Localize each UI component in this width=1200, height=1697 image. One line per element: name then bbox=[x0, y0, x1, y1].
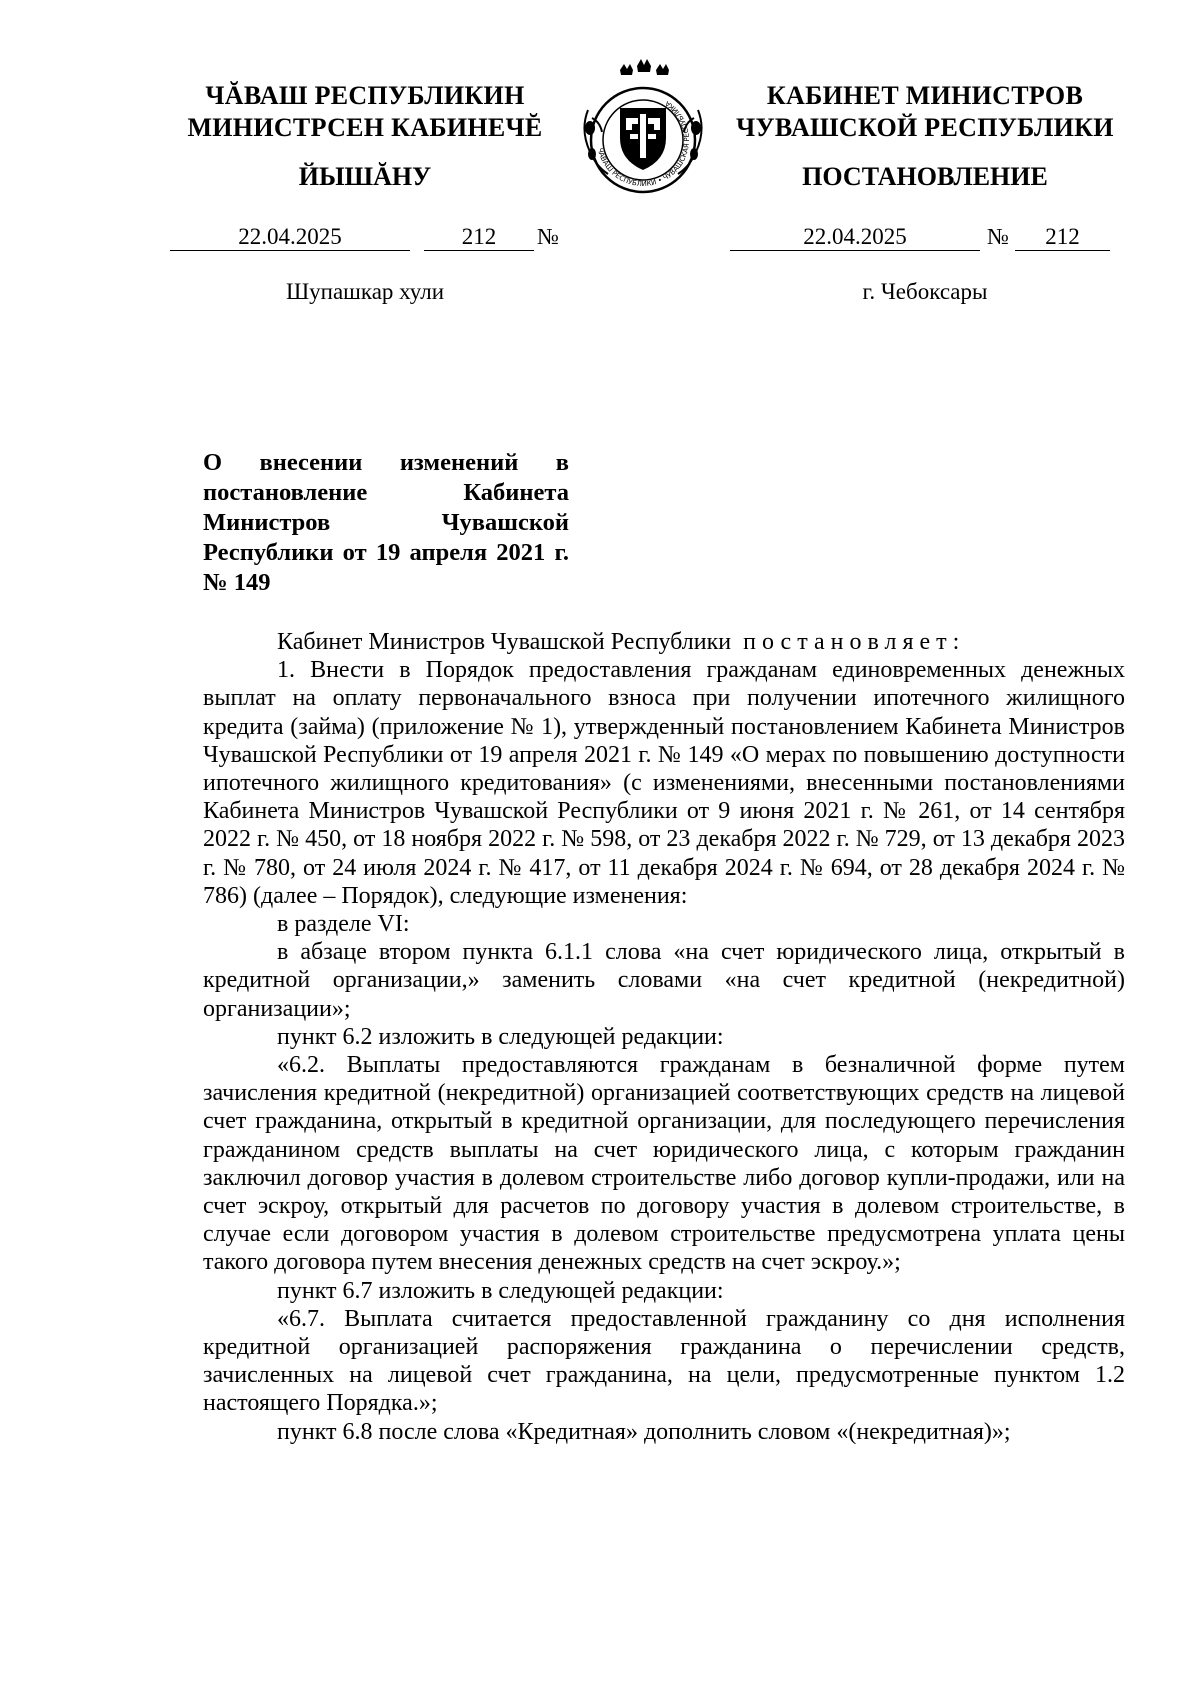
body-paragraph: «6.7. Выплата считается предоставленной гражданину со дня исполнения кредитной организацией распоряжения гражданина о перечислении средств, зачисленных на лицевой счет гражданина, на цели, предусмотренные пунктом 1.2 настоящего Порядка.»; bbox=[203, 1305, 1125, 1417]
header-right-doc-type: ПОСТАНОВЛЕНИЕ bbox=[802, 162, 1048, 191]
header-left-line2: МИНИСТРСЕН КАБИНЕЧĔ bbox=[187, 113, 543, 142]
intro-text: Кабинет Министров Чувашской Республики bbox=[277, 629, 732, 655]
left-no-sign: № bbox=[537, 224, 559, 249]
header-left-line1: ЧĂВАШ РЕСПУБЛИКИН bbox=[205, 81, 525, 110]
right-number-field: 212 bbox=[1015, 224, 1110, 251]
header-right-line2: ЧУВАШСКОЙ РЕСПУБЛИКИ bbox=[736, 113, 1114, 142]
intro-verb: постановляет: bbox=[743, 629, 966, 655]
body-paragraph: «6.2. Выплаты предоставляются гражданам в безналичной форме путем зачисления кредитной (некредитной) организацией соответствующих средств на лицевой счет гражданина, открытый в кредитной организации, для последующего перечисления гражданином средств выплаты на счет юридического лица, с которым гражданин заключил договор участия в долевом строительстве либо договор купли-продажи, или на счет эскроу, открытый для расчетов по договору участия в долевом строительстве, в случае если договором участия в долевом строительстве предусмотрена уплата цены такого договора путем внесения денежных средств на счет эскроу.»; bbox=[203, 1052, 1125, 1276]
header-left-org bbox=[165, 80, 565, 144]
right-date-field: 22.04.2025 bbox=[730, 224, 980, 251]
document-title: О внесении изменений в постановление Кабинета Министров Чувашской Республики от 19 апреля 2021 г. № 149 bbox=[203, 449, 569, 596]
body-paragraph: пункт 6.2 изложить в следующей редакции: bbox=[277, 1023, 724, 1050]
left-city: Шупашкар хули bbox=[285, 279, 445, 304]
body-paragraph: в абзаце втором пункта 6.1.1 слова «на счет юридического лица, открытый в кредитной организации,» заменить словами «на счет кредитной (некредитной) организации»; bbox=[203, 939, 1125, 1022]
left-number-field: 212 bbox=[424, 224, 534, 251]
coat-of-arms-icon bbox=[568, 58, 718, 208]
left-date-field: 22.04.2025 bbox=[170, 224, 410, 251]
header-right-line1: КАБИНЕТ МИНИСТРОВ bbox=[766, 81, 1084, 110]
svg-text:ЧĂВАШ РЕСПУБЛИКИ • ЧУВАШСКАЯ Р: ЧĂВАШ РЕСПУБЛИКИ • ЧУВАШСКАЯ РЕСПУБЛИКА bbox=[595, 99, 692, 189]
right-city: г. Чебоксары bbox=[862, 279, 988, 304]
body-paragraph: в разделе VI: bbox=[277, 911, 410, 938]
header-right-org bbox=[725, 80, 1125, 144]
document-body bbox=[203, 628, 1125, 1446]
body-paragraph: пункт 6.7 изложить в следующей редакции: bbox=[277, 1277, 724, 1304]
body-paragraph: пункт 6.8 после слова «Кредитная» дополнить словом «(некредитная)»; bbox=[277, 1418, 1011, 1445]
body-paragraph: 1. Внести в Порядок предоставления гражданам единовременных денежных выплат на оплату первоначального взноса при получении ипотечного жилищного кредита (займа) (приложение № 1), утвержденный постановлением Кабинета Министров Чувашской Республики от 19 апреля 2021 г. № 149 «О мерах по повышению доступности ипотечного жилищного кредитования» (с изменениями, внесенными постановлениями Кабинета Министров Чувашской Республики от 9 июня 2021 г. № 261, от 14 сентября 2022 г. № 450, от 18 ноября 2022 г. № 598, от 23 декабря 2022 г. № 729, от 13 декабря 2023 г. № 780, от 24 июля 2024 г. № 417, от 11 декабря 2024 г. № 694, от 28 декабря 2024 г. № 786) (далее – Порядок), следующие изменения: bbox=[203, 657, 1125, 909]
right-no-sign: № bbox=[987, 224, 1009, 249]
header-left-doc-type: ЙЫШĂНУ bbox=[298, 162, 432, 191]
intro-paragraph bbox=[203, 628, 1125, 656]
